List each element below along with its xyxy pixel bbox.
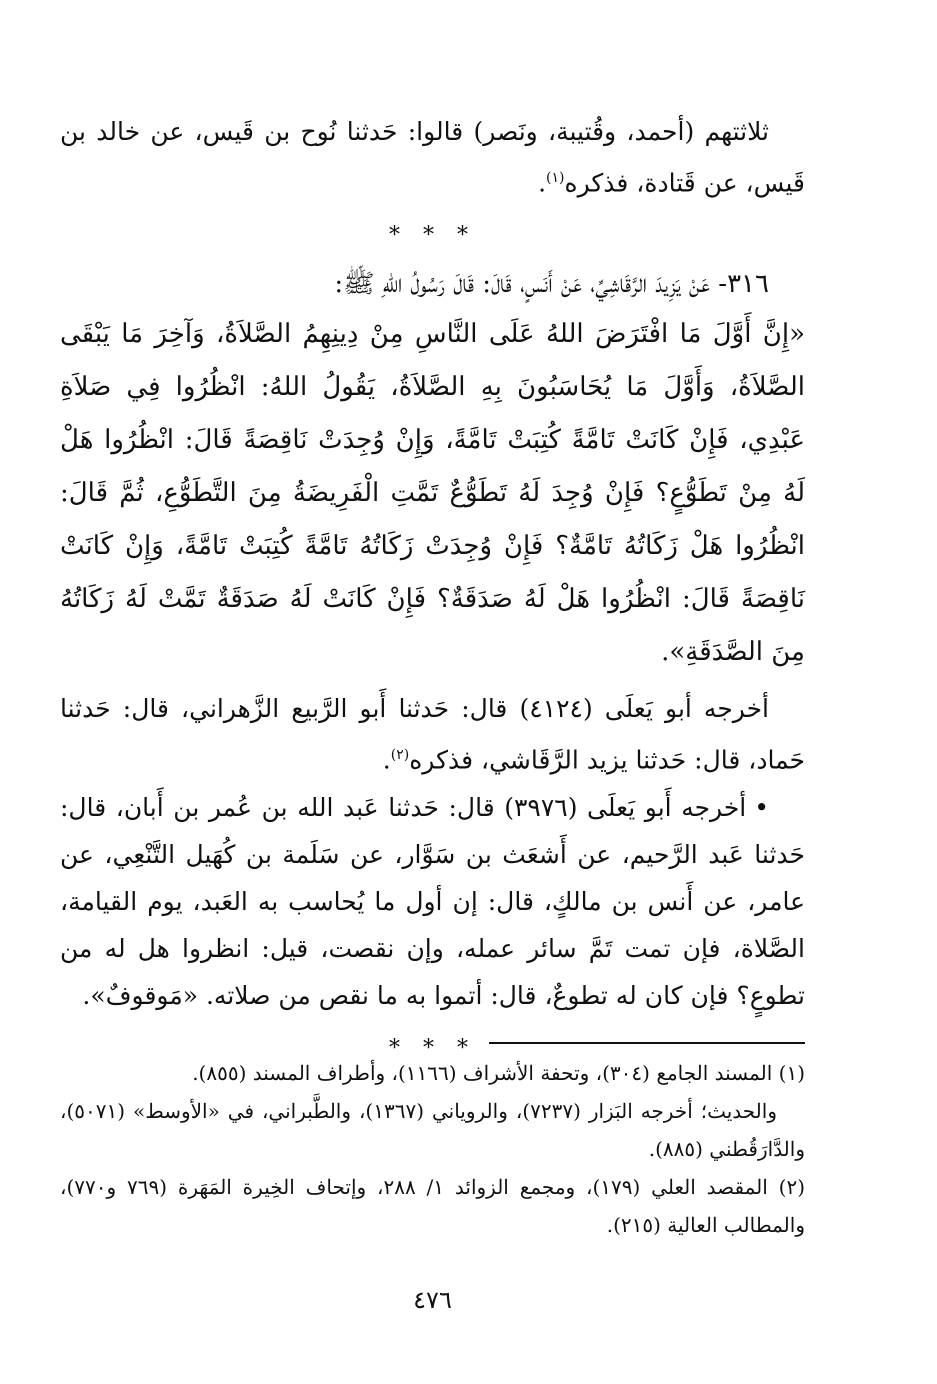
intro-text: ثلاثتهم (أحمد، وقُتيبة، ونَصر) قالوا: حَدثنا نُوح بن قَيس، عن خالد بن قَيس، عن قَتادة، فذكره [60, 117, 805, 198]
hadith-heading-text: - عَنْ يَزِيدَ الرَّقَاشِيِّ، عَنْ أَنَسٍ، قَالَ: قَالَ رَسُولُ اللهِ ﷺ: [334, 269, 728, 300]
footnote-ref-1[interactable]: (١) [546, 170, 565, 186]
takhrij-1-end: . [382, 745, 391, 775]
footnote-ref-2[interactable]: (٢) [390, 747, 410, 764]
page-number: ٤٧٦ [413, 1286, 452, 1314]
footnote-2: (٢) المقصد العلي (١٧٩)، ومجمع الزوائد ١/ ٢٨٨، وإتحاف الخِيرة المَهَرة (٧٦٩ و٧٧٠)، والمطالب العالية (٢١٥). [60, 1175, 805, 1237]
footnote-divider [489, 1042, 805, 1044]
footnotes [60, 1054, 805, 1244]
takhrij-paragraph-2 [60, 784, 805, 1019]
takhrij-1-text: أخرجه أبو يَعلَى (٤١٢٤) قال: حَدثنا أَبو الرَّبيع الزَّهراني، قال: حَدثنا حَماد، قال: حَدثنا يزيد الرَّقَاشي، فذكره [60, 694, 805, 775]
intro-paragraph [60, 108, 805, 206]
hadith-heading [60, 260, 805, 308]
bullet-icon: • [754, 792, 769, 822]
intro-end: . [538, 168, 547, 198]
takhrij-2-text: أخرجه أَبو يَعلَى (٣٩٧٦) قال: حَدثنا عَبد الله بن عُمر بن أَبان، قال: حَدثنا عَبد الرَّحيم، عن أَشعَث بن سَوَّار، عن سَلَمة بن كُهَيل التَّنْعِي، عن عامر، عن أَنس بن مالكٍ، قال: إن أول ما يُحاسب به العَبد، يوم القيامة، الصَّلاة، فإن تمت تَمَّ سائر عمله، وإن نقصت، قيل: انظروا هل له من تطوعٍ؟ فإن كان له تطوعٌ، قال: أتموا به ما نقص من صلاته. «مَوقوفٌ». [60, 792, 805, 1010]
hadith-number: ٣١٦ [727, 269, 769, 300]
takhrij-paragraph-1 [60, 685, 805, 783]
book-page [60, 108, 805, 1344]
hadith-text: «إِنَّ أَوَّلَ مَا افْتَرَضَ اللهُ عَلَى النَّاسِ مِنْ دِينِهِمُ الصَّلاَةُ، وَآخِرَ مَا يَبْقَى الصَّلاَةُ، وَأَوَّلَ مَا يُحَاسَبُونَ بِهِ الصَّلاَةُ، يَقُولُ اللهُ: انْظُرُوا فِي صَلاَةِ عَبْدِي، فَإِنْ كَانَتْ تَامَّةً كُتِبَتْ تَامَّةً، وَإِنْ وُجِدَتْ نَاقِصَةً قَالَ: انْظُرُوا هَلْ لَهُ مِنْ تَطَوُّعٍ؟ فَإِنْ وُجِدَ لَهُ تَطَوُّعٌ تَمَّتِ الْفَرِيضَةُ مِنَ التَّطَوُّعِ، ثُمَّ قَالَ: انْظُرُوا هَلْ زَكَاتُهُ تَامَّةٌ؟ فَإِنْ وُجِدَتْ زَكَاتُهُ تَامَّةً كُتِبَتْ تَامَّةً، وَإِنْ كَانَتْ نَاقِصَةً قَالَ: انْظُرُوا هَلْ لَهُ صَدَقَةٌ؟ فَإِنْ كَانَتْ لَهُ صَدَقَةٌ تَمَّتْ لَهُ زَكَاتُهُ مِنَ الصَّدَقَةِ». [60, 319, 805, 668]
footnote-1: (١) المسند الجامع (٣٠٤)، وتحفة الأشراف (١١٦٦)، وأطراف المسند (٨٥٥). [192, 1061, 805, 1085]
footnote-1-continuation: والحديث؛ أخرجه البَزار (٧٢٣٧)، والروياني (١٣٦٧)، والطَّبراني، في «الأوسط» (٥٠٧١)، والدَّارَقُطني (٨٨٥). [60, 1099, 805, 1161]
section-separator: * * * [389, 223, 476, 249]
section-separator-2: * * * [389, 1035, 476, 1061]
